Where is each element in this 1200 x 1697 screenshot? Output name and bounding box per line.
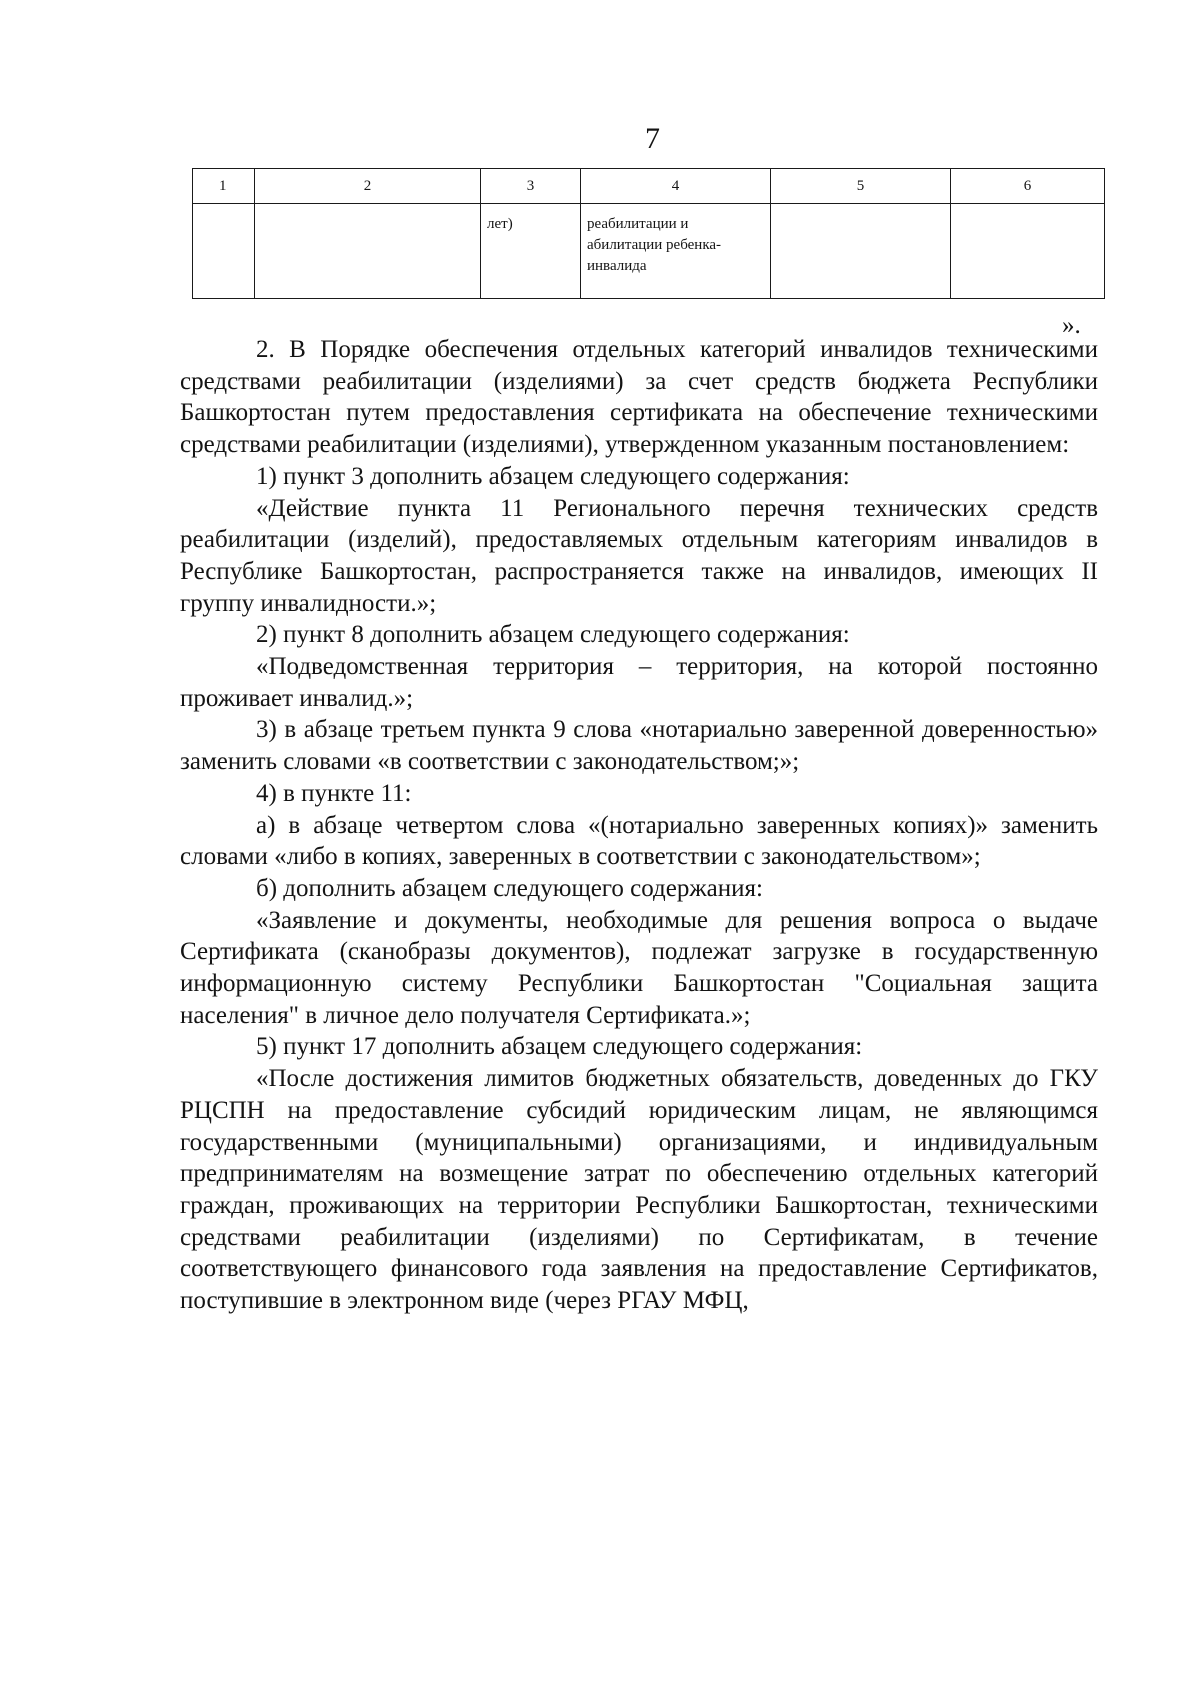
paragraph: б) дополнить абзацем следующего содержания: [256,874,763,902]
paragraph: 1) пункт 3 дополнить абзацем следующего содержания: [256,462,850,490]
paragraph: «Подведомственная территория – территория, на которой постоянно проживает инвалид.»; [180,653,1098,712]
page-number: 7 [645,122,660,155]
closing-quote: ». [1062,312,1081,339]
paragraph: 4) в пункте 11: [256,779,412,807]
table-header-cell: 2 [255,169,481,204]
paragraph: а) в абзаце четвертом слова «(нотариально заверенных копиях)» заменить словами «либо в копиях, заверенных в соответствии с законодательством»; [180,811,1098,871]
table-cell: лет) [481,204,581,299]
paragraph: «Заявление и документы, необходимые для решения вопроса о выдаче Сертификата (сканобразы документов), подлежат загрузке в государственную информационную систему Республики Башкортостан "Социальная защита населения" в личное дело получателя Сертификата.»; [180,906,1098,1029]
paragraph: 3) в абзаце третьем пункта 9 слова «нотариально заверенной доверенностью» заменить словами «в соответствии с законодательством;»; [180,716,1098,776]
table-cell [771,204,951,299]
document-body [180,334,1098,1317]
continued-table [192,168,1105,299]
table-header-cell: 5 [771,169,951,204]
table-header-cell: 3 [481,169,581,204]
table-header-row [193,169,1105,204]
table-row [193,204,1105,299]
table-header-cell: 1 [193,169,255,204]
paragraph: «После достижения лимитов бюджетных обязательств, доведенных до ГКУ РЦСПН на предоставление субсидий юридическим лицам, не являющимся государственными (муниципальными) организациями, и индивидуальным предпринимателям на возмещение затрат по обеспечению отдельных категорий граждан, проживающих на территории Республики Башкортостан, техническими средствами реабилитации (изделиями) по Сертификатам, в течение соответствующего финансового года заявления на предоставление Сертификатов, поступившие в электронном виде (через РГАУ МФЦ, [180,1065,1098,1315]
table-header-cell: 6 [951,169,1105,204]
paragraph: 2. В Порядке обеспечения отдельных категорий инвалидов техническими средствами реабилитации (изделиями) за счет средств бюджета Республики Башкортостан путем предоставления сертификата на обеспечение техническими средствами реабилитации (изделиями), утвержденном указанным постановлением: [180,336,1098,459]
paragraph: «Действие пункта 11 Регионального перечня технических средств реабилитации (изделий), предоставляемых отдельным категориям инвалидов в Республике Башкортостан, распространяется также на инвалидов, имеющих II группу инвалидности.»; [180,494,1098,617]
table-cell [193,204,255,299]
paragraph: 2) пункт 8 дополнить абзацем следующего содержания: [256,621,850,649]
table-header-cell: 4 [581,169,771,204]
table-cell: реабилитации и абилитации ребенка-инвалида [581,204,771,299]
table-cell [255,204,481,299]
paragraph: 5) пункт 17 дополнить абзацем следующего содержания: [256,1033,863,1061]
table-cell [951,204,1105,299]
